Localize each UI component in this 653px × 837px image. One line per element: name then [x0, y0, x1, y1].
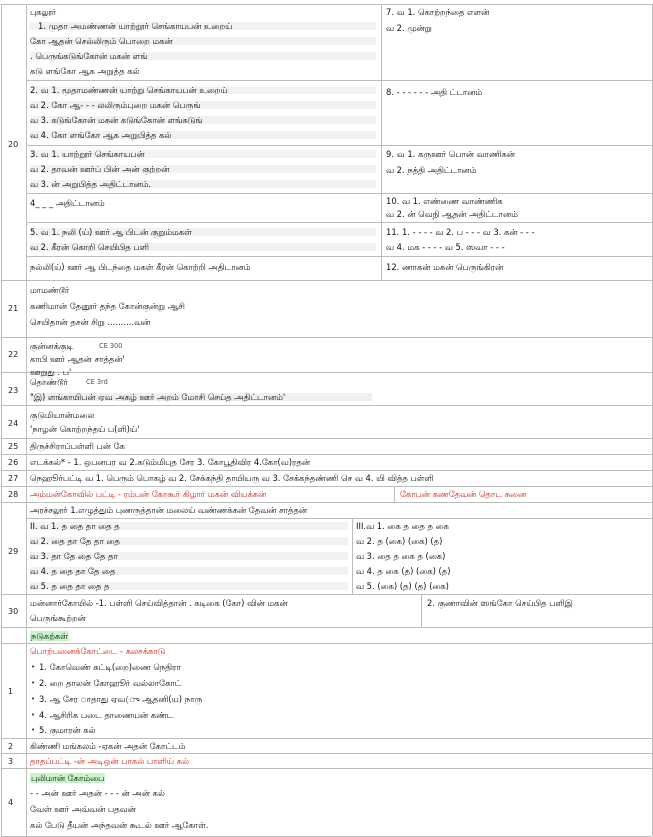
- cell-subtitle: CE 3rd: [86, 378, 108, 386]
- cell-text: - - அன் ஊர் அதன் - - - ன் அன் கல்: [30, 788, 165, 798]
- cell-text: 1. முதா அமண்ணன் யாற்றூர் செங்காயபன் உறைய்: [30, 22, 376, 30]
- cell-text: வ 3. ன் அறுபித்த அதிட்டானம்.: [30, 180, 376, 188]
- cell-text: 7. வ 1. கொற்றந்தை எளன்: [386, 7, 490, 17]
- cell-text: மாமண்டூர்: [30, 285, 70, 295]
- cell-text: மன்னார்கோயில் -1. பள்ளி செய்வித்தான் . கடிகை (கோ) வின் மகன்: [30, 598, 288, 608]
- row-number: 20: [8, 140, 19, 149]
- cell-text: ஊறுது . ப': [30, 367, 72, 377]
- cell-text: வ 2. தாவன் ஊர்ப் பின் அன் குற்றன்: [30, 165, 376, 173]
- cell-text: வ 3. தா தே தை தே தா: [30, 552, 348, 560]
- bullet-icon: •: [31, 711, 36, 719]
- cell-text: வ 4. த கை (த) (கை) (த): [356, 566, 451, 576]
- cell-text: வ 2. தை தா தே தா தை: [30, 537, 348, 545]
- cell-text: வ 5. த தை தா தை த: [30, 582, 348, 590]
- cell-text: வேள் ஊர் அவ்வன் பதவன்: [30, 804, 136, 814]
- cell-text: 8. - - - - - - அதி ட்டானம்: [386, 87, 483, 97]
- row-number: 28: [8, 490, 19, 499]
- cell-text: வ 2. ன் வெநி ஆதன் அதிட்டானம்: [386, 209, 518, 219]
- cell-text: வ 4. மக - - - - வ 5. ஸவா - - -: [386, 242, 505, 252]
- cell-text: புகலூர்: [30, 7, 57, 17]
- row-number: 22: [8, 350, 19, 359]
- cell-text: "இ) ளங்காயிபன் ஏவ அகழ் ஊர் அறம் மோசி செய்த அதிட்டானம்': [30, 393, 372, 401]
- cell-text: 'நாழன் கொற்றந்தய் ப(ளி)ய்': [30, 424, 140, 434]
- cell-text: வ 2. கோ ஆ- - - லலிரும்புறை மகன் பெருங்: [30, 101, 376, 109]
- cell-text: வ 3. தை த கை த (கை): [356, 551, 446, 561]
- cell-text: வ 2. த (கை) (கை) (த): [356, 536, 443, 546]
- cell-text: வ 5. (கை) (த) (த) (கை): [356, 581, 449, 591]
- cell-text: 11. 1. - - - - வ 2. ப - - - வ 3. கன் - - -: [386, 227, 535, 237]
- section-heading: நடுகற்கள்: [31, 631, 68, 641]
- cell-header: பொற்பனைக்கோட்டை - கலசக்காடு: [30, 646, 166, 656]
- cell-subtitle: CE 300: [99, 342, 123, 350]
- list-item: 3. ஆ சேர ாதாது ஏவ(ு ஆதனி(ய) நாரு: [39, 694, 203, 704]
- cell-text: திருச்சிராப்பள்ளி பன் கே: [30, 441, 125, 451]
- cell-text: கடு ளங்கோ ஆக அறுத்த கல்: [30, 66, 140, 76]
- list-item: 5. குமாரன் கல்: [39, 725, 96, 735]
- cell-text: எடக்கல்* - 1. ஒபனபர வ 2.கடும்மிபுத சேர 3. கோபூதிவிர 4.கோ(வ)ரதன்: [30, 457, 310, 467]
- cell-text: வ 4. த தை தா தே தை: [30, 567, 348, 575]
- cell-text: கிண்ணி மங்கலம் -ஏகன் அதன் கோட்டம்: [30, 741, 186, 751]
- cell-text: காபி ஊர் ஆதன் சாத்தன்': [30, 354, 125, 364]
- cell-text: வ 2. நத்தி அதிட்டானம்: [386, 165, 477, 175]
- cell-text: செயிதான் தசன் சிறு ..........வன்: [30, 317, 151, 327]
- bullet-icon: •: [31, 726, 36, 734]
- cell-text: கணிமான் தேனூர் தந்த கோன்குன்று ஆசி: [30, 301, 185, 311]
- cell-text: நல்லி(ய்) ஊர் ஆ பிடந்தை மகள் கீரன் கொற்றி அதிடானம்: [30, 262, 251, 272]
- cell-text: நெஹூர்பட்டி வ 1. பெரும் பொகழ் வ 2. சேக்கந்தி தாயியரு வ 3. சேக்கந்தண்ணி செ வ 4. யி வித்த பள்ளி: [30, 473, 434, 483]
- row-number: 1: [8, 687, 14, 696]
- cell-text: 2. வ 1. மூதாமண்ணன் யாற்று செங்காயபன் உறைய்: [30, 86, 376, 94]
- bullet-icon: •: [31, 679, 36, 687]
- cell-text: 5. வ 1. நலி (ய்) ஊர் ஆ பிடன் குறும்மகள்: [30, 228, 376, 236]
- cell-text: . பெருங்கடுங்கோன் மகன் ளங்: [30, 52, 376, 60]
- bullet-icon: •: [31, 695, 36, 703]
- row-number: 26: [8, 458, 19, 467]
- cell-text: III.வ 1. கை த தை த கை: [356, 521, 449, 531]
- cell-title: குன்னக்குடி: [30, 341, 74, 351]
- cell-header: அரச்சலூர் 1.எழுத்தும் புணருத்தான் மலைய் வண்ணக்கன் தேவன் சாத்தன்: [30, 505, 308, 515]
- cell-text: குடுமியான்மலை: [30, 410, 95, 420]
- bullet-icon: •: [31, 663, 36, 671]
- row-number: 3: [8, 757, 14, 766]
- cell-text: வ 2. முன்று: [386, 23, 432, 33]
- cell-text: 2. குணாவின் ஸங்கோ செய்பித பளிஇ: [427, 598, 573, 608]
- list-item: 1. கோவெண் கட்டி(றை)ணை நெதிரா: [39, 662, 181, 672]
- cell-text: தாதப்பட்டி -ன் அடிஒன் பாகல் பாளிய் கல்: [30, 756, 189, 766]
- cell-header: புலிமான் கோம்பை: [31, 773, 105, 783]
- cell-text: கோ ஆதன் செல்லிரும் பொறை மகன்: [30, 37, 376, 45]
- cell-text: கோபன் கணதேவன் தொட சுனை: [400, 489, 527, 499]
- cell-text: 9. வ 1. கருஊர் பொன் வாணிகன்: [386, 149, 515, 159]
- row-number: 23: [8, 386, 19, 395]
- cell-title: தொண்டூர்: [30, 377, 68, 387]
- cell-text: II. வ 1. த தை தா தை த: [30, 522, 348, 530]
- row-number: 25: [8, 442, 19, 451]
- cell-text: வ 2. கீரன் கொறி செயிபித பளி: [30, 243, 376, 251]
- list-item: 4. ஆசிரிக படை தாணையன் கண்ட: [39, 710, 174, 720]
- cell-text: வ 4. கோ ளங்கோ ஆக அறுபித்த கல்: [30, 131, 376, 139]
- row-number: 30: [8, 607, 19, 616]
- row-number: 21: [8, 304, 19, 313]
- row-number: 4: [8, 798, 14, 807]
- cell-text: அம்மன்கோவில் பட்டி - ரம்பன் கோகூர் கிழார் மகன் வியக்கன்: [30, 489, 267, 499]
- cell-text: 3. வ 1. யாற்றூர் செங்காயபன்: [30, 150, 376, 158]
- cell-text: வ 3. கடுங்கோன் மகன் கடுங்கோன் ளங்கடுங்: [30, 116, 376, 124]
- row-number: 24: [8, 419, 19, 428]
- cell-text: கல் பேடு தீயன் அந்தவன் கூடல் ஊர் ஆகோள்.: [30, 820, 209, 830]
- cell-text: 12. ணாகன் மகன் பெருங்கிரன்: [386, 262, 504, 272]
- cell-text: 4_ _ _ அதிட்டானம்: [30, 198, 105, 208]
- row-number: 2: [8, 742, 14, 751]
- cell-text: பெருங்கூற்றன்: [30, 613, 86, 623]
- row-number: 29: [8, 547, 19, 556]
- list-item: 2. றை தாலன் கோஹூர் வல்லாகோட்: [39, 678, 182, 688]
- row-number: 27: [8, 474, 19, 483]
- cell-text: 10. வ 1. எண்ணை வாண்ணிக: [386, 196, 503, 206]
